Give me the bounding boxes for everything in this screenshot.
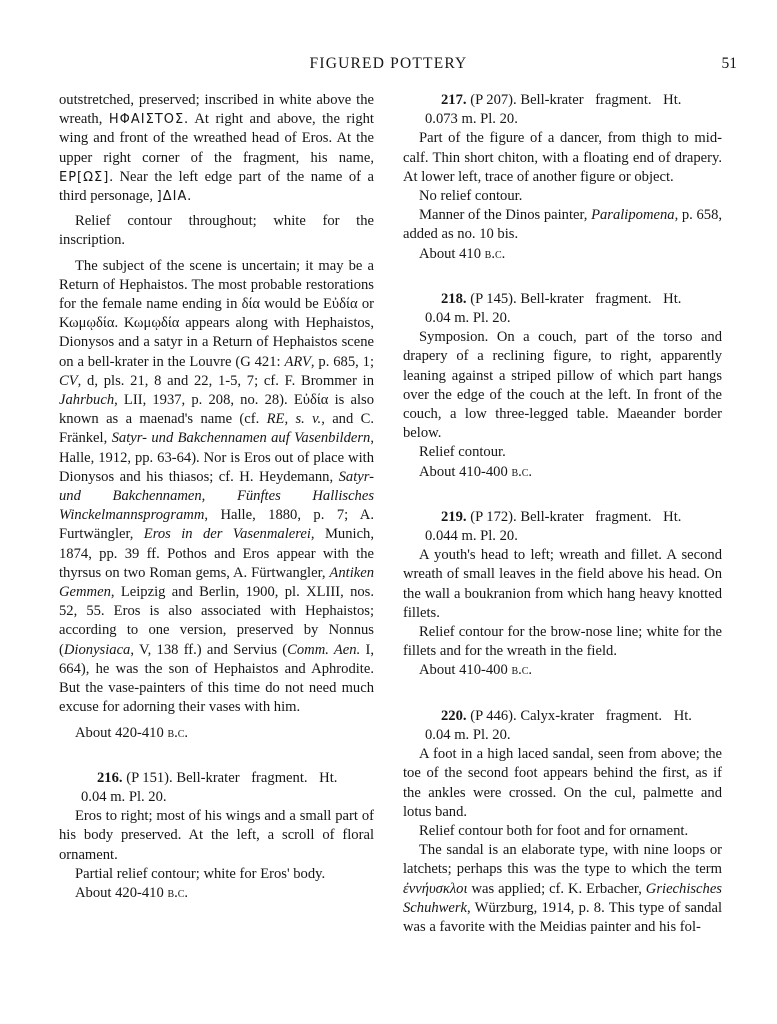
entry-heading: 220. (P 446). Calyx-krater fragment. Ht. 0.04 m. Pl. 20. (425, 707, 692, 743)
entry-heading: 219. (P 172). Bell-krater fragment. Ht. 0.044 m. Pl. 20. (425, 508, 682, 545)
description-paragraph: outstretched, preserved; inscribed in white above the wreath, ΗΦΑΙΣΤΟΣ. At right and above, the right wing and front of the wreathed head of Eros. At the upper right corner of the fragment, his name, ΕΡ[ΩΣ]. Near the left edge part of the name of a third personage, ]ΔΙΑ. (59, 92, 374, 205)
date-line: About 420-410 b.c. (75, 884, 189, 901)
description-paragraph: Eros to right; most of his wings and a small part of his body preserved. At the left, a scroll of floral ornament. (59, 808, 374, 863)
inscription: ΕΡ[ΩΣ] (59, 169, 110, 185)
date-line: About 420-410 b.c. (75, 724, 189, 741)
date-line: About 410 b.c. (419, 245, 506, 262)
entry-number: 216. (97, 769, 123, 786)
entry-number: 218. (441, 290, 467, 307)
inscription: ]ΔΙΑ (156, 189, 188, 205)
commentary-paragraph: The sandal is an elaborate type, with nine loops or latchets; perhaps this was the type to which the term ἐννήυσκλοι was applied; cf. K. Erbacher, Griechisches Schuhwerk, Würzburg, 1914, p. 8. This type of sandal was a favorite with the Meidias painter and his fol- (403, 842, 722, 935)
catalogue-entry-217 (403, 91, 722, 264)
date-line: About 410-400 b.c. (419, 463, 533, 480)
inscription: ΗΦΑΙΣΤΟΣ (108, 112, 185, 128)
right-column (403, 91, 722, 937)
commentary-paragraph: The subject of the scene is uncertain; it may be a Return of Hephaistos. The most probable restorations for the female name ending in δία would be Εὐδία or Κωμῳδία. Κωμῳδία appears along with Hephaistos, Dionysos and a satyr in a Return of Hephaistos scene on a bell-krater in the Louvre (G 421: ARV, p. 685, 1; CV, d, pls. 21, 8 and 22, 1-5, 7; cf. F. Brommer in Jahrbuch, LII, 1937, p. 208, no. 28). Εὐδία is also known as a maenad's name (cf. RE, s. v., and C. Fränkel, Satyr- und Bakchennamen auf Vasenbildern, Halle, 1912, pp. 63-64). Nor is Eros out of place with Dionysos and his thiasos; cf. H. Heydemann, Satyr- und Bakchennamen, Fünftes Hallisches Winckelmannsprogramm, Halle, 1880, p. 7; A. Furtwängler, Eros in der Vasenmalerei, Munich, 1874, pp. 39 ff. Pothos and Eros appear with the thyrsus on two Roman gems, A. Fürtwangler, Antiken Gemmen, Leipzig and Berlin, 1900, pl. XLIII, nos. 52, 55. Eros is also associated with Hephaistos; according to one version, preserved by Nonnus (Dionysiaca, V, 138 ff.) and Servius (Comm. Aen. I, 664), he was the son of Hephaistos and Aphrodite. But the vase-painters of this time do not need much excuse for adorning their vases with him. (59, 257, 374, 716)
technique-paragraph: Relief contour throughout; white for the inscription. (59, 213, 374, 249)
catalogue-entry-218 (403, 290, 722, 482)
description-paragraph: Part of the figure of a dancer, from thigh to mid-calf. Thin short chiton, with a floating end of drapery. At lower left, trace of another figure or object. (403, 130, 722, 185)
technique-paragraph: Relief contour both for foot and for ornament. (419, 822, 689, 839)
running-title: FIGURED POTTERY (309, 55, 468, 72)
technique-paragraph: Relief contour. (419, 444, 506, 461)
date-line: About 410-400 b.c. (419, 662, 533, 679)
page-number: 51 (721, 55, 737, 72)
entry-number: 217. (441, 92, 467, 108)
description-paragraph: A foot in a high laced sandal, seen from above; the toe of the second foot appears behind the first, as if the ankles were crossed. On the cul, palmette and lotus band. (403, 746, 722, 820)
attribution-paragraph: Manner of the Dinos painter, Paralipomena, p. 658, added as no. 10 bis. (403, 207, 723, 243)
entry-heading: 218. (P 145). Bell-krater fragment. Ht. 0.04 m. Pl. 20. (425, 290, 682, 327)
left-column (59, 91, 374, 903)
entry-heading: 217. (P 207). Bell-krater fragment. Ht. 0.073 m. Pl. 20. (425, 92, 682, 128)
entry-number: 219. (441, 508, 467, 525)
technique-paragraph: Relief contour for the brow-nose line; white for the fillets and for the wreath in the field. (403, 624, 722, 660)
entry-number: 220. (441, 707, 467, 724)
description-paragraph: Symposion. On a couch, part of the torso and drapery of a reclining figure, to right, apparently leaning against a striped pillow of which part hangs over the edge of the couch at the left. In front of the couch, a low three-legged table. Maeander border below. (403, 329, 722, 442)
technique-paragraph: No relief contour. (419, 188, 523, 205)
catalogue-entry-219 (403, 508, 722, 681)
description-paragraph: A youth's head to left; wreath and fillet. A second wreath of small leaves in the field above his head. On the wall a boukranion from which hang heavy knotted fillets. (403, 547, 722, 621)
technique-paragraph: Partial relief contour; white for Eros' body. (75, 865, 326, 882)
continued-entry-215 (59, 91, 374, 743)
entry-heading: 216. (P 151). Bell-krater fragment. Ht. 0.04 m. Pl. 20. (81, 769, 338, 805)
catalogue-entry-216 (59, 769, 374, 903)
page-header (0, 53, 777, 81)
catalogue-entry-220 (403, 707, 722, 937)
